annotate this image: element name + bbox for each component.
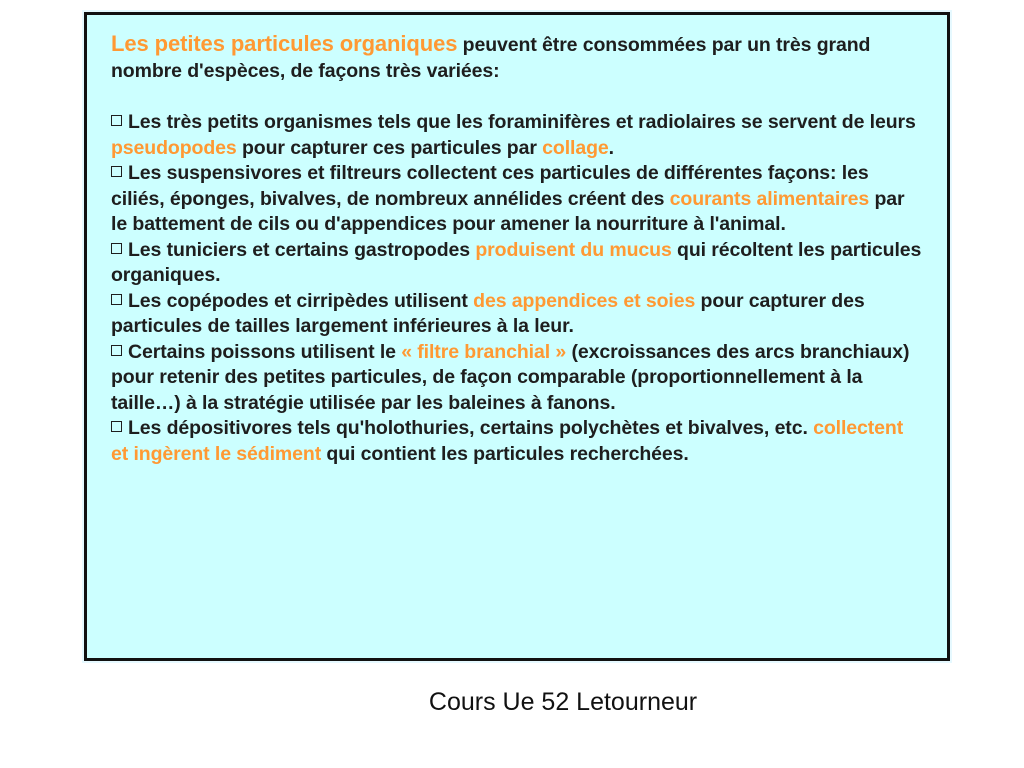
item-text: Les très petits organismes tels que les foraminifères et radiolaires se servent de leurs — [128, 111, 916, 133]
item-text: Les tuniciers et certains gastropodes — [128, 238, 476, 261]
checkbox-bullet-icon — [111, 166, 122, 177]
item-text: Certains poissons utilisent le — [128, 340, 402, 363]
item-highlight: « filtre branchial » — [401, 340, 567, 363]
item-text: pour capturer ces particules par — [236, 136, 543, 159]
list-item-3 — [111, 238, 923, 289]
item-text: qui récoltent les particules organiques. — [111, 238, 922, 286]
item-highlight: pseudopodes — [111, 136, 237, 159]
list-item-5 — [111, 340, 923, 417]
item-highlight: collectent et ingèrent le sédiment — [111, 417, 904, 465]
item-highlight: courants alimentaires — [669, 187, 870, 210]
list-item-1 — [111, 110, 923, 161]
list-item-2 — [111, 161, 923, 238]
item-highlight: des appendices et soies — [473, 289, 696, 312]
item-text: (excroissances des arcs branchiaux) pour retenir des petites particules, de façon comparable (proportionnellement à la taille…) à la stratégie utilisée par les baleines à fanons. — [111, 340, 910, 414]
footer-caption: Cours Ue 52 Letourneur — [428, 688, 698, 716]
intro-text: peuvent être consommées par un très grand nombre d'espèces, de façons très variées: — [111, 34, 871, 82]
checkbox-bullet-icon — [111, 294, 122, 305]
content-box — [84, 12, 950, 661]
item-text: Les copépodes et cirripèdes utilisent — [128, 289, 474, 312]
item-text: par le battement de cils ou d'appendices pour amener la nourriture à l'animal. — [111, 187, 905, 235]
item-text: Les dépositivores tels qu'holothuries, certains polychètes et bivalves, etc. — [128, 417, 814, 439]
checkbox-bullet-icon — [111, 421, 122, 432]
item-highlight: produisent du mucus — [475, 238, 672, 261]
checkbox-bullet-icon — [111, 345, 122, 356]
item-text: . — [608, 136, 614, 159]
list-item-6 — [111, 416, 923, 467]
checkbox-bullet-icon — [111, 115, 122, 126]
list-item-4 — [111, 289, 923, 340]
item-text: pour capturer des particules de tailles largement inférieures à la leur. — [111, 289, 865, 337]
content-text — [111, 31, 923, 467]
item-text: qui contient les particules recherchées. — [321, 442, 689, 465]
item-highlight: collage — [542, 136, 609, 159]
intro-highlight: Les petites particules organiques — [111, 31, 458, 56]
intro-paragraph — [111, 31, 923, 84]
checkbox-bullet-icon — [111, 243, 122, 254]
item-text: Les suspensivores et filtreurs collectent ces particules de différentes façons: les ciliés, éponges, bivalves, de nombreux annélides créent des — [111, 162, 869, 210]
